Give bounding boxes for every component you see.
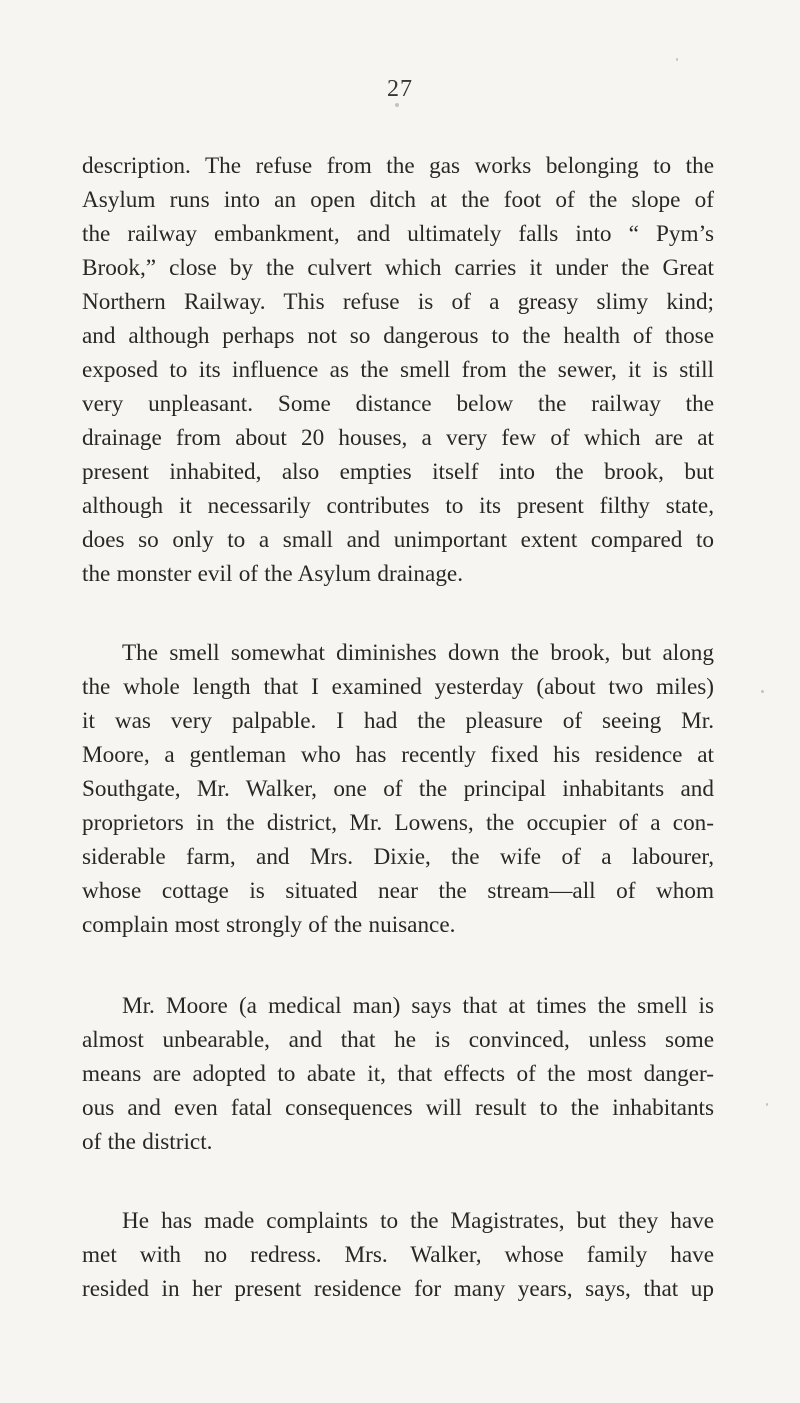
text-line: Brook,” close by the culvert which carries it under the Great xyxy=(82,255,714,281)
text-line: siderable farm, and Mrs. Dixie, the wife of a labourer, xyxy=(82,844,714,870)
text-line: the whole length that I examined yesterday (about two miles) xyxy=(82,674,714,700)
text-line: proprietors in the district, Mr. Lowens, the occupier of a con- xyxy=(82,810,714,836)
text-line: ous and even fatal consequences will result to the inhabitants xyxy=(82,1095,714,1121)
text-line: does so only to a small and unimportant extent compared to xyxy=(82,527,714,553)
text-line: Asylum runs into an open ditch at the foot of the slope of xyxy=(82,187,714,213)
paper-speck xyxy=(766,1103,768,1106)
text-line: Moore, a gentleman who has recently fixed his residence at xyxy=(82,742,714,768)
text-line: complain most strongly of the nuisance. xyxy=(82,912,456,938)
text-line: whose cottage is situated near the stream—all of whom xyxy=(82,878,714,904)
text-line: met with no redress. Mrs. Walker, whose family have xyxy=(82,1242,714,1268)
text-line: and although perhaps not so dangerous to the health of those xyxy=(82,323,714,349)
text-line: Mr. Moore (a medical man) says that at times the smell is xyxy=(122,993,714,1019)
page-number: 27 xyxy=(387,76,413,102)
paper-speck xyxy=(761,690,764,693)
text-line: resided in her present residence for many years, says, that up xyxy=(82,1276,714,1302)
text-line: drainage from about 20 houses, a very few of which are at xyxy=(82,425,714,451)
paper-speck xyxy=(676,58,678,61)
text-line: almost unbearable, and that he is convinced, unless some xyxy=(82,1027,714,1053)
text-line: description. The refuse from the gas works belonging to the xyxy=(82,153,714,179)
text-line: of the district. xyxy=(82,1129,213,1155)
text-line: the monster evil of the Asylum drainage. xyxy=(82,561,463,587)
text-line: very unpleasant. Some distance below the railway the xyxy=(82,391,714,417)
text-line: Northern Railway. This refuse is of a greasy slimy kind; xyxy=(82,289,714,315)
text-line: although it necessarily contributes to its present filthy state, xyxy=(82,493,714,519)
text-line: exposed to its influence as the smell from the sewer, it is still xyxy=(82,357,714,383)
text-line: Southgate, Mr. Walker, one of the principal inhabitants and xyxy=(82,776,714,802)
text-line: the railway embankment, and ultimately falls into “ Pym’s xyxy=(82,221,714,247)
text-line: means are adopted to abate it, that effects of the most danger- xyxy=(82,1061,714,1087)
text-line: The smell somewhat diminishes down the brook, but along xyxy=(122,640,714,666)
paper-speck xyxy=(395,103,399,107)
text-line: He has made complaints to the Magistrates, but they have xyxy=(122,1208,714,1234)
text-line: it was very palpable. I had the pleasure of seeing Mr. xyxy=(82,708,714,734)
text-line: present inhabited, also empties itself into the brook, but xyxy=(82,459,714,485)
